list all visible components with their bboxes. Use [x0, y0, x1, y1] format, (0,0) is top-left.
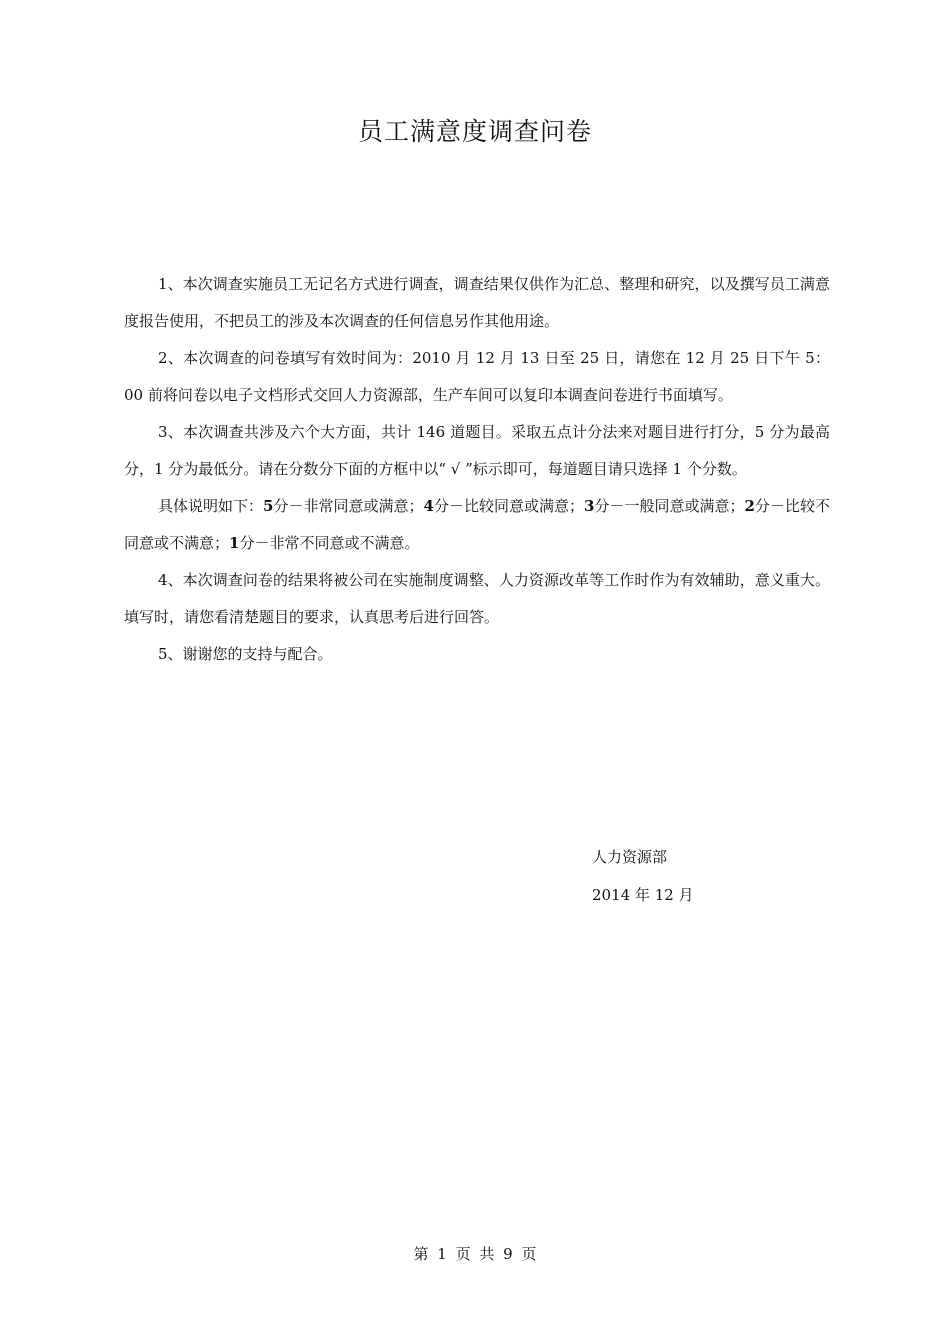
instruction-paragraph-4: 4、本次调查问卷的结果将被公司在实施制度调整、人力资源改革等工作时作为有效辅助，意义重大。填写时，请您看清楚题目的要求，认真思考后进行回答。	[124, 571, 830, 626]
scale-text-5: 分－非常同意或满意；	[273, 497, 424, 515]
scale-score-3: 3	[584, 497, 595, 515]
scale-description	[124, 488, 830, 562]
instruction-paragraph-3: 3、本次调查共涉及六个大方面，共计 146 道题目。采取五点计分法来对题目进行打分，5 分为最高分，1 分为最低分。请在分数分下面的方框中以“ √ ”标示即可，每道题目请只选择 1 个分数。	[124, 423, 830, 478]
instruction-paragraph-2: 2、本次调查的问卷填写有效时间为：2010 月 12 月 13 日至 25 日，请您在 12 月 25 日下午 5：00 前将问卷以电子文档形式交回人力资源部，生产车间可以复印本调查问卷进行书面填写。	[124, 349, 830, 404]
scale-score-4: 4	[423, 497, 434, 515]
signature-department: 人力资源部	[592, 848, 668, 866]
scale-text-3: 分－一般同意或满意；	[594, 497, 745, 515]
scale-score-5: 5	[263, 497, 274, 515]
instructions-body	[124, 266, 830, 673]
signature-date: 2014 年 12 月	[592, 886, 694, 904]
instruction-paragraph-5: 5、谢谢您的支持与配合。	[158, 645, 333, 663]
instruction-paragraph-1: 1、本次调查实施员工无记名方式进行调查，调查结果仅供作为汇总、整理和研究，以及撰写员工满意度报告使用，不把员工的涉及本次调查的任何信息另作其他用途。	[124, 275, 830, 330]
scale-score-2: 2	[744, 497, 755, 515]
page-footer: 第 1 页 共 9 页	[413, 1245, 537, 1263]
scale-text-1: 分－非常不同意或不满意。	[239, 534, 420, 552]
document-title: 员工满意度调查问卷	[357, 117, 592, 146]
scale-text-4: 分－比较同意或满意；	[433, 497, 584, 515]
scale-score-1: 1	[229, 534, 240, 552]
scale-intro: 具体说明如下：	[158, 497, 264, 515]
signature-block	[592, 838, 694, 914]
scale-text-2: 分－比较不同意或不满意；	[124, 497, 830, 552]
